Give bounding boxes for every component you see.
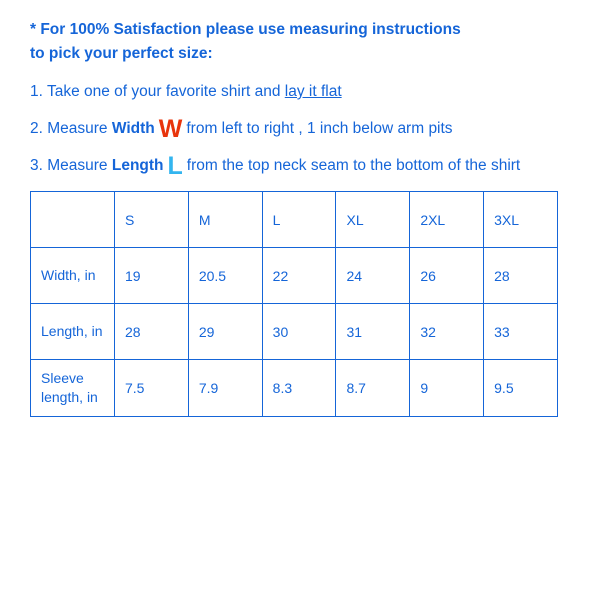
cell-length-m: 29 [188, 304, 262, 360]
cell-width-m: 20.5 [188, 248, 262, 304]
cell-sleeve-s: 7.5 [115, 360, 189, 417]
step-2-number: 2. [30, 120, 43, 138]
row-header-width-line2: in [84, 267, 96, 284]
column-header-s: S [115, 192, 189, 248]
table-corner-cell [31, 192, 115, 248]
step-1-text: Take one of your favorite shirt and [42, 83, 285, 101]
step-2-text-after: from left to right , 1 inch below arm pits [186, 120, 453, 138]
cell-sleeve-2xl: 9 [410, 360, 484, 417]
row-header-sleeve-line3: in [86, 388, 98, 405]
cell-length-xl: 31 [336, 304, 410, 360]
column-header-xl: XL [336, 192, 410, 248]
step-2 [30, 115, 574, 144]
row-header-length [31, 304, 115, 360]
cell-width-xl: 24 [336, 248, 410, 304]
cell-width-s: 19 [115, 248, 189, 304]
intro-line-2: to pick your perfect size: [30, 45, 213, 63]
cell-width-3xl: 28 [484, 248, 558, 304]
length-glyph-icon: L [167, 152, 183, 181]
row-header-length-line2: in [91, 323, 103, 340]
column-header-2xl: 2XL [410, 192, 484, 248]
table-row [31, 360, 558, 417]
cell-width-l: 22 [262, 248, 336, 304]
row-header-width [31, 248, 115, 304]
cell-sleeve-3xl: 9.5 [484, 360, 558, 417]
intro-line-1: * For 100% Satisfaction please use measuring instructions [30, 21, 461, 38]
row-header-sleeve-line1: Sleeve [41, 370, 84, 387]
cell-length-3xl: 33 [484, 304, 558, 360]
column-header-3xl: 3XL [484, 192, 558, 248]
cell-length-2xl: 32 [410, 304, 484, 360]
cell-sleeve-l: 8.3 [262, 360, 336, 417]
row-header-width-line1: Width, [41, 267, 81, 284]
row-header-sleeve-line2: length, [41, 388, 84, 405]
step-2-text-before: Measure [42, 120, 112, 138]
size-chart-table [30, 191, 558, 417]
step-1 [30, 80, 574, 104]
row-header-length-line1: Length, [41, 323, 88, 340]
step-3-text-after: from the top neck seam to the bottom of [186, 157, 461, 175]
table-row [31, 304, 558, 360]
step-3-keyword: Length [111, 157, 164, 175]
cell-length-s: 28 [115, 304, 189, 360]
intro-text [30, 18, 574, 66]
step-3-number: 3. [30, 157, 43, 175]
table-row [31, 248, 558, 304]
column-header-l: L [262, 192, 336, 248]
step-3-text-wrap: the shirt [465, 157, 521, 175]
column-header-m: M [188, 192, 262, 248]
cell-sleeve-m: 7.9 [188, 360, 262, 417]
step-3 [30, 152, 574, 181]
step-3-text-before: Measure [42, 157, 112, 175]
cell-length-l: 30 [262, 304, 336, 360]
cell-sleeve-xl: 8.7 [336, 360, 410, 417]
width-glyph-icon: W [158, 115, 183, 144]
table-header-row [31, 192, 558, 248]
step-1-number: 1. [30, 83, 43, 101]
row-header-sleeve-length [31, 360, 115, 417]
step-1-emphasis: lay it flat [284, 83, 342, 101]
step-2-keyword: Width [111, 120, 155, 138]
cell-width-2xl: 26 [410, 248, 484, 304]
